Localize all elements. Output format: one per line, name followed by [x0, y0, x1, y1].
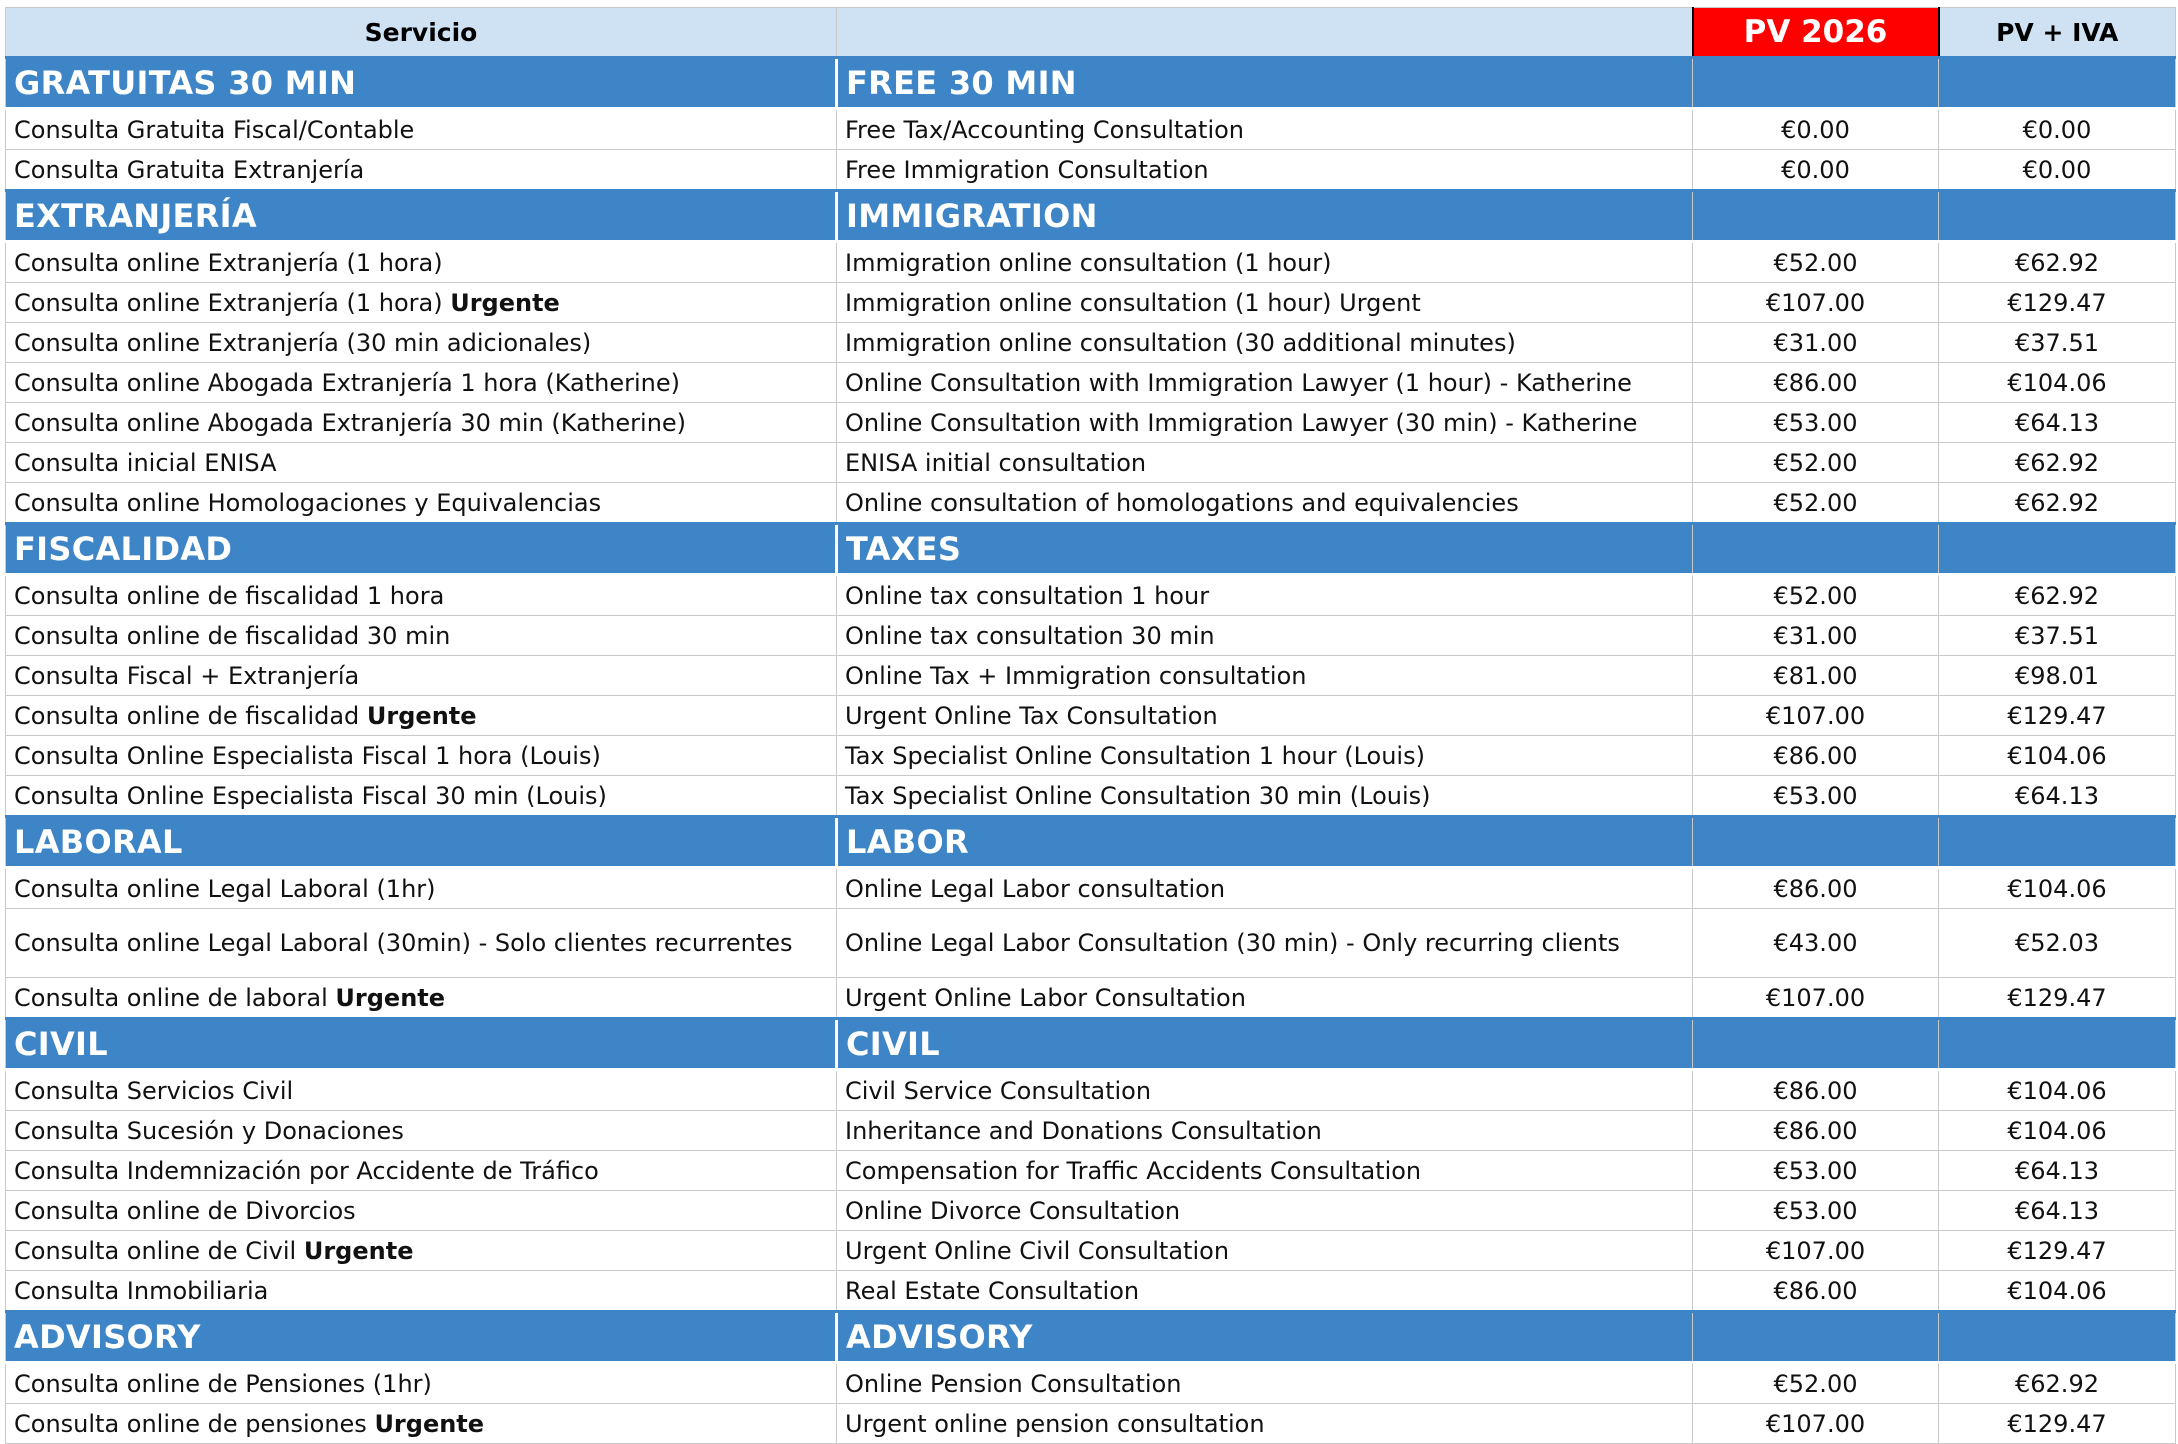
service-name-es[interactable] [6, 776, 837, 817]
price-pv-2026[interactable]: €0.00 [1693, 150, 1939, 191]
section-title-es[interactable]: ADVISORY [6, 1312, 837, 1363]
service-name-es[interactable] [6, 696, 837, 736]
price-pv-2026[interactable]: €52.00 [1693, 1363, 1939, 1404]
price-pv-iva[interactable]: €104.06 [1939, 1070, 2176, 1111]
service-name-en[interactable]: Immigration online consultation (1 hour) [837, 242, 1693, 283]
price-pv-2026[interactable]: €86.00 [1693, 1111, 1939, 1151]
price-pv-iva[interactable]: €104.06 [1939, 736, 2176, 776]
service-name-en[interactable]: Tax Specialist Online Consultation 1 hour (Louis) [837, 736, 1693, 776]
service-name-en[interactable]: Urgent Online Civil Consultation [837, 1231, 1693, 1271]
service-name-en[interactable]: Urgent Online Labor Consultation [837, 978, 1693, 1019]
service-row [6, 616, 2176, 656]
service-name-es-text: Consulta online Extranjería (1 hora) [14, 288, 443, 317]
price-pv-iva[interactable]: €104.06 [1939, 868, 2176, 909]
service-name-en[interactable]: Online Legal Labor consultation [837, 868, 1693, 909]
price-pv-2026[interactable]: €53.00 [1693, 1151, 1939, 1191]
service-name-es[interactable] [6, 242, 837, 283]
price-pv-2026[interactable]: €107.00 [1693, 696, 1939, 736]
service-name-es[interactable] [6, 1404, 837, 1444]
service-name-es[interactable] [6, 1271, 837, 1312]
service-name-es-text: Consulta online Legal Laboral (1hr) [14, 874, 436, 903]
section-empty-cell[interactable] [1939, 1312, 2176, 1363]
header-english[interactable] [837, 8, 1693, 58]
section-header-row [6, 1312, 2176, 1363]
service-name-es-text: Consulta inicial ENISA [14, 448, 277, 477]
service-name-es-text: Consulta Indemnización por Accidente de Tráfico [14, 1156, 599, 1185]
price-pv-2026[interactable]: €86.00 [1693, 868, 1939, 909]
service-name-es-text: Consulta Online Especialista Fiscal 30 min (Louis) [14, 781, 607, 810]
service-name-en[interactable]: Online Pension Consultation [837, 1363, 1693, 1404]
service-name-en[interactable]: Online Legal Labor Consultation (30 min) - Only recurring clients [837, 909, 1693, 978]
price-pv-2026[interactable]: €86.00 [1693, 363, 1939, 403]
header-row [6, 8, 2176, 58]
service-name-es-text: Consulta online de Divorcios [14, 1196, 356, 1225]
price-pv-2026[interactable]: €31.00 [1693, 323, 1939, 363]
service-name-es[interactable] [6, 978, 837, 1019]
service-row [6, 1111, 2176, 1151]
service-name-en[interactable]: Compensation for Traffic Accidents Consultation [837, 1151, 1693, 1191]
service-name-en[interactable]: Real Estate Consultation [837, 1271, 1693, 1312]
service-row [6, 909, 2176, 978]
price-pv-iva[interactable]: €0.00 [1939, 150, 2176, 191]
service-name-es[interactable] [6, 363, 837, 403]
price-pv-iva[interactable]: €62.92 [1939, 443, 2176, 483]
price-pv-iva[interactable]: €64.13 [1939, 1151, 2176, 1191]
service-name-es-text: Consulta online de laboral [14, 983, 328, 1012]
section-title-en[interactable]: LABOR [837, 817, 1693, 868]
price-pv-iva[interactable]: €52.03 [1939, 909, 2176, 978]
service-row [6, 483, 2176, 524]
section-title-es[interactable]: EXTRANJERÍA [6, 191, 837, 242]
urgent-label: Urgente [450, 288, 560, 317]
price-pv-2026[interactable]: €43.00 [1693, 909, 1939, 978]
price-pv-2026[interactable]: €86.00 [1693, 736, 1939, 776]
service-name-en[interactable]: Online Consultation with Immigration Lawyer (30 min) - Katherine [837, 403, 1693, 443]
section-title-es[interactable]: FISCALIDAD [6, 524, 837, 575]
header-pv-iva[interactable]: PV + IVA [1939, 8, 2176, 58]
price-pv-iva[interactable]: €64.13 [1939, 776, 2176, 817]
section-header-row [6, 191, 2176, 242]
section-empty-cell[interactable] [1939, 524, 2176, 575]
price-pv-2026[interactable]: €86.00 [1693, 1271, 1939, 1312]
service-row [6, 575, 2176, 616]
header-servicio[interactable]: Servicio [6, 8, 837, 58]
section-title-en[interactable]: ADVISORY [837, 1312, 1693, 1363]
service-name-es[interactable] [6, 403, 837, 443]
service-name-en[interactable]: Inheritance and Donations Consultation [837, 1111, 1693, 1151]
price-pv-iva[interactable]: €98.01 [1939, 656, 2176, 696]
service-name-es[interactable] [6, 656, 837, 696]
service-name-en[interactable]: Urgent Online Tax Consultation [837, 696, 1693, 736]
service-name-en[interactable]: Free Tax/Accounting Consultation [837, 109, 1693, 150]
service-name-en[interactable]: Tax Specialist Online Consultation 30 min (Louis) [837, 776, 1693, 817]
service-name-es-text: Consulta Sucesión y Donaciones [14, 1116, 404, 1145]
price-pv-2026[interactable]: €81.00 [1693, 656, 1939, 696]
section-title-es[interactable]: LABORAL [6, 817, 837, 868]
service-row [6, 868, 2176, 909]
service-name-en[interactable]: Immigration online consultation (30 additional minutes) [837, 323, 1693, 363]
service-name-en[interactable]: Online consultation of homologations and equivalencies [837, 483, 1693, 524]
price-pv-2026[interactable]: €107.00 [1693, 978, 1939, 1019]
section-empty-cell[interactable] [1693, 817, 1939, 868]
price-pv-iva[interactable]: €129.47 [1939, 1404, 2176, 1444]
service-name-es-text: Consulta Inmobiliaria [14, 1276, 269, 1305]
urgent-label: Urgente [366, 701, 477, 730]
service-row [6, 1070, 2176, 1111]
service-name-es-text: Consulta Servicios Civil [14, 1076, 294, 1105]
service-row [6, 403, 2176, 443]
service-name-es[interactable] [6, 1070, 837, 1111]
price-pv-iva[interactable]: €129.47 [1939, 1231, 2176, 1271]
service-name-es-text: Consulta Online Especialista Fiscal 1 hora (Louis) [14, 741, 601, 770]
service-name-en[interactable]: Civil Service Consultation [837, 1070, 1693, 1111]
service-row [6, 656, 2176, 696]
service-name-es-text: Consulta online Homologaciones y Equivalencias [14, 488, 602, 517]
price-pv-2026[interactable]: €53.00 [1693, 776, 1939, 817]
service-name-es[interactable] [6, 109, 837, 150]
service-row [6, 363, 2176, 403]
service-name-es[interactable] [6, 1151, 837, 1191]
service-name-es-text: Consulta online Abogada Extranjería 30 min (Katherine) [14, 408, 687, 437]
service-name-en[interactable]: Online Tax + Immigration consultation [837, 656, 1693, 696]
service-row [6, 1404, 2176, 1444]
price-pv-iva[interactable]: €0.00 [1939, 109, 2176, 150]
price-pv-2026[interactable]: €52.00 [1693, 443, 1939, 483]
service-row [6, 1231, 2176, 1271]
section-empty-cell[interactable] [1939, 1019, 2176, 1070]
section-empty-cell[interactable] [1939, 58, 2176, 109]
service-name-en[interactable]: Urgent online pension consultation [837, 1404, 1693, 1444]
service-row [6, 150, 2176, 191]
price-pv-2026[interactable]: €107.00 [1693, 283, 1939, 323]
price-pv-iva[interactable]: €64.13 [1939, 403, 2176, 443]
section-header-row [6, 524, 2176, 575]
service-name-es-text: Consulta online Legal Laboral (30min) - Solo clientes recurrentes [14, 929, 793, 957]
price-pv-iva[interactable]: €37.51 [1939, 323, 2176, 363]
service-name-es-text: Consulta online de fiscalidad [14, 701, 360, 730]
price-pv-iva[interactable]: €104.06 [1939, 1271, 2176, 1312]
section-empty-cell[interactable] [1693, 1312, 1939, 1363]
price-pv-2026[interactable]: €107.00 [1693, 1231, 1939, 1271]
price-pv-iva[interactable]: €62.92 [1939, 1363, 2176, 1404]
service-name-es-text: Consulta Gratuita Fiscal/Contable [14, 115, 415, 144]
service-name-es[interactable] [6, 1231, 837, 1271]
service-name-es-text: Consulta Fiscal + Extranjería [14, 661, 360, 690]
price-pv-2026[interactable]: €52.00 [1693, 242, 1939, 283]
price-pv-iva[interactable]: €62.92 [1939, 483, 2176, 524]
price-pv-iva[interactable]: €129.47 [1939, 283, 2176, 323]
price-pv-iva[interactable]: €129.47 [1939, 696, 2176, 736]
section-title-en[interactable]: CIVIL [837, 1019, 1693, 1070]
price-pv-iva[interactable]: €104.06 [1939, 1111, 2176, 1151]
service-row [6, 109, 2176, 150]
service-row [6, 242, 2176, 283]
service-name-es[interactable] [6, 1191, 837, 1231]
service-row [6, 323, 2176, 363]
price-table [5, 7, 2176, 1444]
section-title-es[interactable]: GRATUITAS 30 MIN [6, 58, 837, 109]
service-name-es[interactable] [6, 483, 837, 524]
section-header-row [6, 58, 2176, 109]
service-name-es[interactable] [6, 616, 837, 656]
service-row [6, 443, 2176, 483]
service-name-es[interactable] [6, 323, 837, 363]
price-pv-iva[interactable]: €37.51 [1939, 616, 2176, 656]
section-header-row [6, 817, 2176, 868]
service-name-es[interactable] [6, 1363, 837, 1404]
service-name-en[interactable]: Online tax consultation 30 min [837, 616, 1693, 656]
service-name-es[interactable] [6, 443, 837, 483]
section-title-en[interactable]: TAXES [837, 524, 1693, 575]
service-name-es-text: Consulta online de Civil [14, 1236, 297, 1265]
price-pv-iva[interactable]: €64.13 [1939, 1191, 2176, 1231]
service-name-es[interactable] [6, 909, 837, 978]
service-name-en[interactable]: Online Consultation with Immigration Lawyer (1 hour) - Katherine [837, 363, 1693, 403]
price-pv-iva[interactable]: €62.92 [1939, 242, 2176, 283]
price-pv-2026[interactable]: €53.00 [1693, 1191, 1939, 1231]
service-row [6, 736, 2176, 776]
service-row [6, 696, 2176, 736]
price-pv-2026[interactable]: €52.00 [1693, 483, 1939, 524]
section-empty-cell[interactable] [1693, 191, 1939, 242]
service-row [6, 1271, 2176, 1312]
price-pv-2026[interactable]: €52.00 [1693, 575, 1939, 616]
service-name-es-text: Consulta online de fiscalidad 1 hora [14, 581, 445, 610]
price-pv-2026[interactable]: €31.00 [1693, 616, 1939, 656]
service-name-en[interactable]: Online tax consultation 1 hour [837, 575, 1693, 616]
service-name-es-text: Consulta online de Pensiones (1hr) [14, 1369, 432, 1398]
service-name-es[interactable] [6, 150, 837, 191]
price-pv-2026[interactable]: €86.00 [1693, 1070, 1939, 1111]
price-pv-iva[interactable]: €129.47 [1939, 978, 2176, 1019]
section-empty-cell[interactable] [1939, 191, 2176, 242]
service-name-en[interactable]: Free Immigration Consultation [837, 150, 1693, 191]
price-pv-iva[interactable]: €62.92 [1939, 575, 2176, 616]
urgent-label: Urgente [335, 983, 446, 1012]
service-row [6, 1191, 2176, 1231]
header-pv-2026[interactable]: PV 2026 [1693, 8, 1939, 58]
service-row [6, 283, 2176, 323]
service-row [6, 1151, 2176, 1191]
price-pv-2026[interactable]: €107.00 [1693, 1404, 1939, 1444]
service-name-es[interactable] [6, 1111, 837, 1151]
service-name-es[interactable] [6, 575, 837, 616]
price-pv-2026[interactable]: €0.00 [1693, 109, 1939, 150]
service-name-es-text: Consulta online de pensiones [14, 1409, 367, 1438]
section-empty-cell[interactable] [1693, 58, 1939, 109]
service-name-en[interactable]: ENISA initial consultation [837, 443, 1693, 483]
service-name-es-text: Consulta online Extranjería (1 hora) [14, 248, 443, 277]
price-table-sheet [5, 7, 2175, 1444]
service-name-es[interactable] [6, 736, 837, 776]
section-header-row [6, 1019, 2176, 1070]
service-name-es[interactable] [6, 868, 837, 909]
section-empty-cell[interactable] [1693, 524, 1939, 575]
service-row [6, 776, 2176, 817]
section-empty-cell[interactable] [1939, 817, 2176, 868]
service-name-es-text: Consulta Gratuita Extranjería [14, 155, 365, 184]
service-name-es-text: Consulta online Abogada Extranjería 1 hora (Katherine) [14, 368, 680, 397]
service-name-es[interactable] [6, 283, 837, 323]
urgent-label: Urgente [374, 1409, 485, 1438]
service-name-es-text: Consulta online Extranjería (30 min adicionales) [14, 328, 592, 357]
urgent-label: Urgente [303, 1236, 414, 1265]
service-name-en[interactable]: Immigration online consultation (1 hour) Urgent [837, 283, 1693, 323]
service-row [6, 1363, 2176, 1404]
service-row [6, 978, 2176, 1019]
service-name-en[interactable]: Online Divorce Consultation [837, 1191, 1693, 1231]
service-name-es-text: Consulta online de fiscalidad 30 min [14, 621, 451, 650]
section-title-en[interactable]: IMMIGRATION [837, 191, 1693, 242]
section-empty-cell[interactable] [1693, 1019, 1939, 1070]
price-pv-2026[interactable]: €53.00 [1693, 403, 1939, 443]
price-pv-iva[interactable]: €104.06 [1939, 363, 2176, 403]
section-title-en[interactable]: FREE 30 MIN [837, 58, 1693, 109]
section-title-es[interactable]: CIVIL [6, 1019, 837, 1070]
